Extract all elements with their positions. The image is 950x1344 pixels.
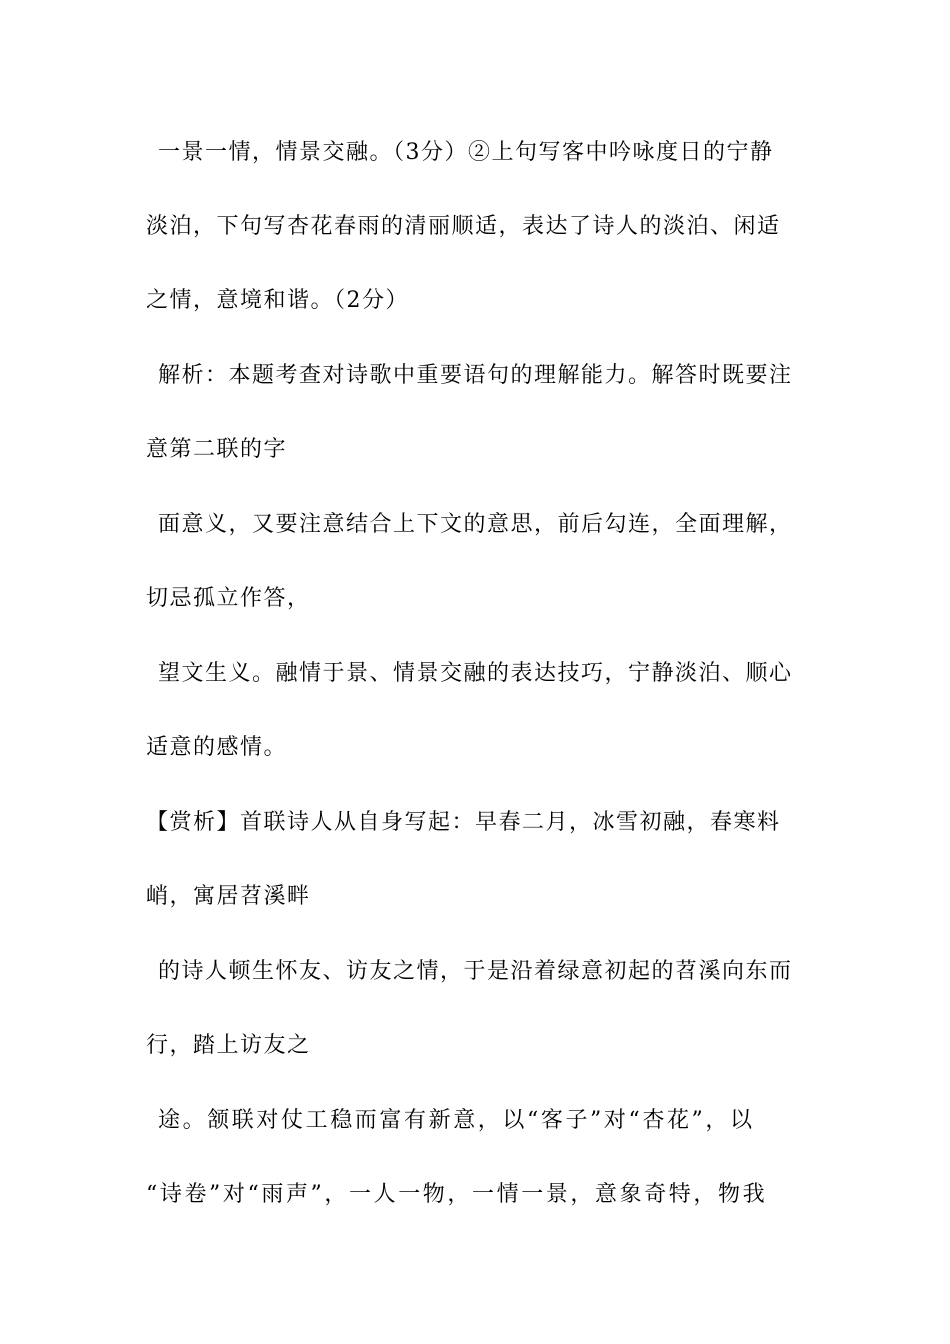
text-line: 意第二联的字 <box>146 437 288 462</box>
text-line: 一景一情，情景交融。（3分）②上句写客中吟咏度日的宁静 <box>158 140 774 165</box>
text-line: 之情，意境和谐。（2分） <box>146 288 409 313</box>
text-line: 途。颔联对仗工稳而富有新意，以“客子”对“杏花”，以 <box>158 1108 755 1133</box>
text-line: 适意的感情。 <box>146 735 288 760</box>
text-line: 行，踏上访友之 <box>146 1033 311 1058</box>
text-line: 的诗人顿生怀友、访友之情，于是沿着绿意初起的苕溪向东而 <box>158 959 793 984</box>
text-line: 望文生义。融情于景、情景交融的表达技巧，宁静淡泊、顺心 <box>158 661 793 686</box>
text-line: 淡泊，下句写杏花春雨的清丽顺适，表达了诗人的淡泊、闲适 <box>146 214 781 239</box>
text-line: 解析：本题考查对诗歌中重要语句的理解能力。解答时既要注 <box>158 363 793 388</box>
text-line: 【赏析】首联诗人从自身写起：早春二月，冰雪初融，春寒料 <box>146 810 781 835</box>
text-line: 面意义，又要注意结合上下文的意思，前后勾连，全面理解， <box>158 512 793 537</box>
text-line: “诗卷”对“雨声”，一人一物，一情一景，意象奇特，物我 <box>146 1182 768 1207</box>
text-line: 切忌孤立作答， <box>146 586 311 611</box>
text-line: 峭，寓居苕溪畔 <box>146 884 311 909</box>
